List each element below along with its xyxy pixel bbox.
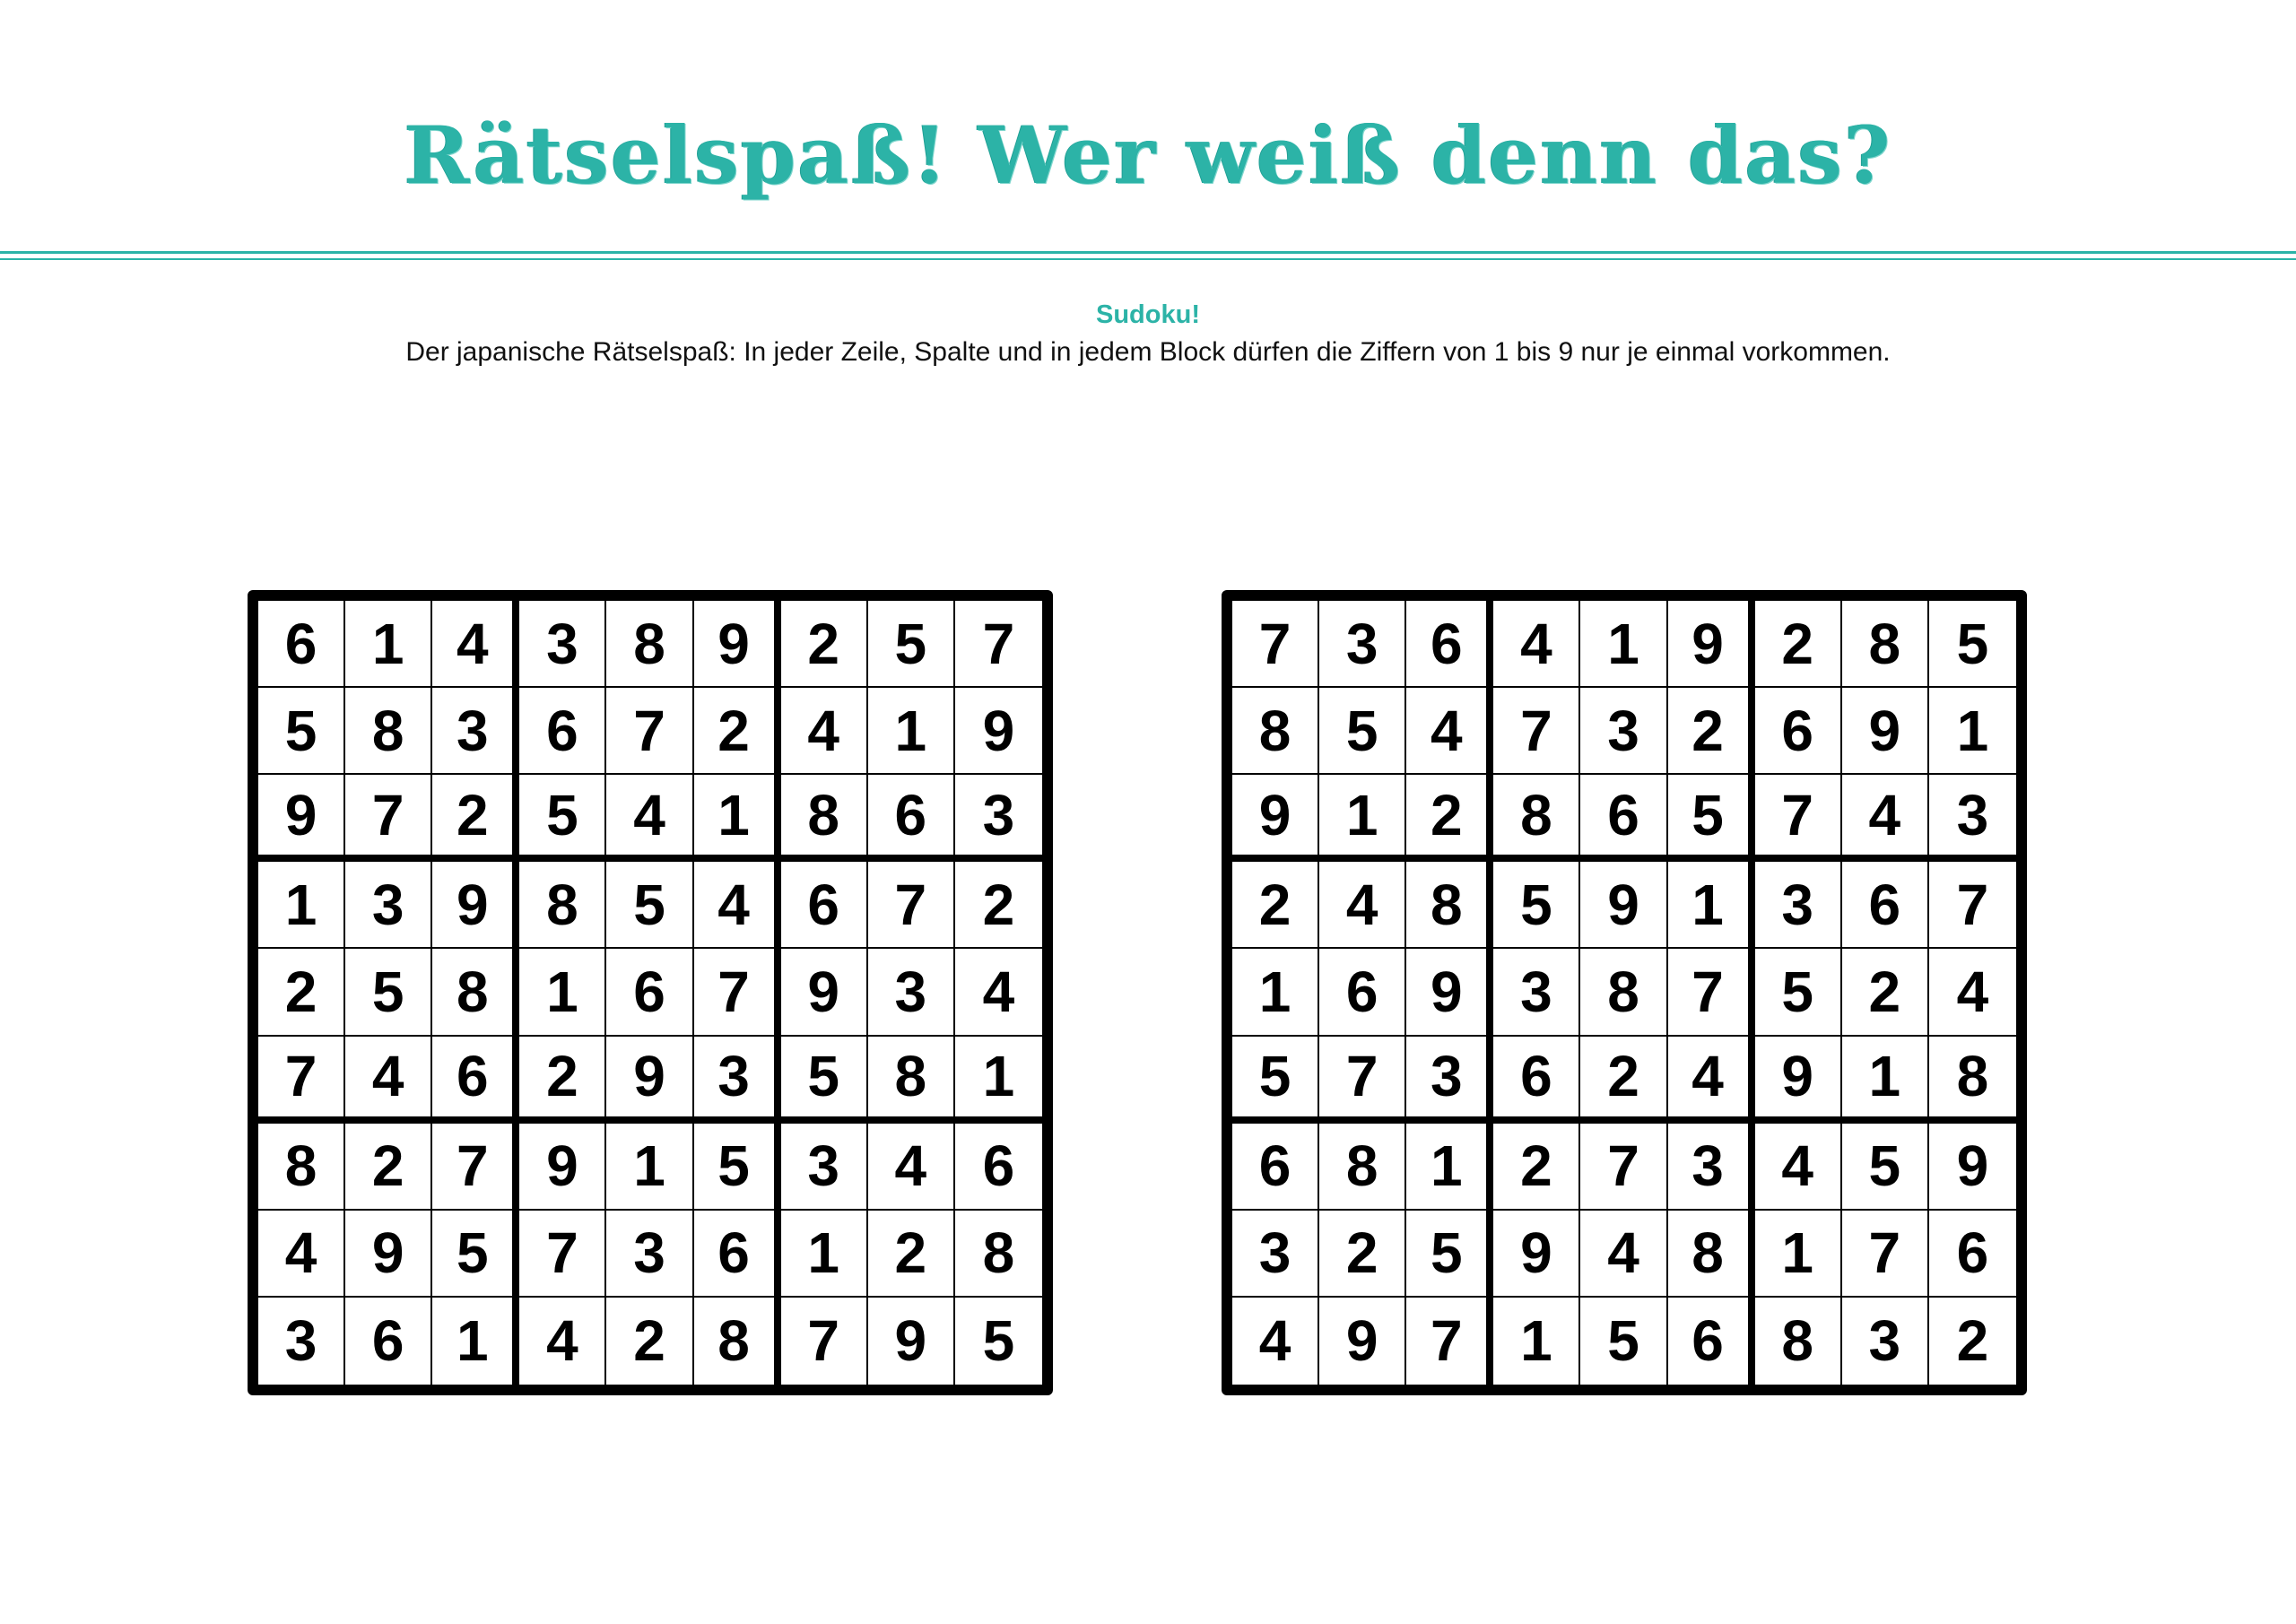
sudoku-cell: 7 [694, 949, 781, 1036]
sudoku-cell: 4 [781, 688, 868, 775]
sudoku-cell: 8 [1319, 1124, 1406, 1211]
sudoku-cell: 2 [258, 949, 345, 1036]
sudoku-cell: 5 [868, 601, 955, 688]
sudoku-cell: 6 [1929, 1211, 2016, 1298]
sudoku-cell: 4 [1755, 1124, 1842, 1211]
sudoku-cell: 6 [1755, 688, 1842, 775]
sudoku-cell: 7 [868, 862, 955, 949]
sudoku-cell: 1 [1406, 1124, 1493, 1211]
sudoku-cell: 3 [432, 688, 519, 775]
sudoku-cell: 7 [1580, 1124, 1667, 1211]
sudoku-cell: 4 [1580, 1211, 1667, 1298]
sudoku-cell: 2 [1842, 949, 1929, 1036]
sudoku-cell: 9 [1668, 601, 1755, 688]
sudoku-cell: 5 [519, 775, 606, 862]
instructions-text: Der japanische Rätselspaß: In jeder Zeile, Spalte und in jedem Block dürfen die Ziffern von 1 bis 9 nur je einmal vorkommen. [405, 337, 1891, 367]
sudoku-cell: 3 [345, 862, 432, 949]
sudoku-cell: 6 [432, 1037, 519, 1124]
sudoku-cell: 7 [519, 1211, 606, 1298]
sudoku-cell: 9 [1929, 1124, 2016, 1211]
sudoku-cell: 3 [955, 775, 1042, 862]
sudoku-cell: 6 [1493, 1037, 1580, 1124]
sudoku-cell: 6 [781, 862, 868, 949]
sudoku-cell: 3 [258, 1298, 345, 1385]
sudoku-cell: 8 [1406, 862, 1493, 949]
sudoku-cell: 3 [1319, 601, 1406, 688]
sudoku-cell: 5 [1406, 1211, 1493, 1298]
sudoku-cell: 7 [781, 1298, 868, 1385]
sudoku-cell: 8 [345, 688, 432, 775]
sudoku-cell: 3 [1580, 688, 1667, 775]
sudoku-cell: 2 [955, 862, 1042, 949]
sudoku-cell: 3 [781, 1124, 868, 1211]
sudoku-cell: 3 [1929, 775, 2016, 862]
sudoku-cell: 2 [519, 1037, 606, 1124]
sudoku-cell: 6 [1406, 601, 1493, 688]
sudoku-cell: 2 [345, 1124, 432, 1211]
sudoku-cell: 1 [258, 862, 345, 949]
sudoku-cell: 7 [955, 601, 1042, 688]
sudoku-cell: 2 [868, 1211, 955, 1298]
sudoku-cell: 2 [1493, 1124, 1580, 1211]
section-heading: Sudoku! [1096, 300, 1200, 329]
sudoku-grid-2 [1222, 590, 2027, 1395]
sudoku-cell: 7 [606, 688, 693, 775]
sudoku-cell: 2 [1406, 775, 1493, 862]
sudoku-cell: 1 [955, 1037, 1042, 1124]
sudoku-cell: 4 [1929, 949, 2016, 1036]
sudoku-cell: 7 [1319, 1037, 1406, 1124]
sudoku-cell: 4 [955, 949, 1042, 1036]
sudoku-cell: 4 [694, 862, 781, 949]
sudoku-cell: 6 [258, 601, 345, 688]
sudoku-cell: 2 [1319, 1211, 1406, 1298]
sudoku-cell: 9 [1580, 862, 1667, 949]
sudoku-cell: 8 [432, 949, 519, 1036]
sudoku-cell: 4 [258, 1211, 345, 1298]
sudoku-cell: 7 [1668, 949, 1755, 1036]
sudoku-cell: 5 [1493, 862, 1580, 949]
sudoku-cell: 9 [1232, 775, 1319, 862]
sudoku-cell: 2 [1956, 1308, 1989, 1374]
sudoku-cell: 6 [1232, 1124, 1319, 1211]
sudoku-cell: 7 [1842, 1211, 1929, 1298]
sudoku-cell: 5 [1580, 1298, 1667, 1385]
sudoku-cell: 9 [519, 1124, 606, 1211]
sudoku-cell: 5 [345, 949, 432, 1036]
sudoku-cell: 8 [1232, 688, 1319, 775]
sudoku-cell: 3 [519, 601, 606, 688]
sudoku-cell: 8 [694, 1298, 781, 1385]
sudoku-cell: 6 [519, 688, 606, 775]
sudoku-cell: 1 [519, 949, 606, 1036]
sudoku-cell: 3 [1232, 1211, 1319, 1298]
sudoku-cell: 1 [1580, 601, 1667, 688]
sudoku-cell: 7 [432, 1124, 519, 1211]
sudoku-cell: 5 [1668, 775, 1755, 862]
sudoku-cell: 6 [1580, 775, 1667, 862]
sudoku-cell: 1 [868, 688, 955, 775]
sudoku-cell: 8 [781, 775, 868, 862]
sudoku-cell: 4 [1842, 775, 1929, 862]
sudoku-cell: 4 [345, 1037, 432, 1124]
sudoku-cell: 4 [432, 601, 519, 688]
sudoku-cell: 2 [694, 688, 781, 775]
sudoku-cell: 3 [1755, 862, 1842, 949]
sudoku-cell: 4 [1232, 1298, 1319, 1385]
sudoku-cell: 9 [345, 1211, 432, 1298]
header-divider-top [0, 251, 2296, 254]
sudoku-cell: 8 [1755, 1298, 1842, 1385]
sudoku-cell: 4 [1319, 862, 1406, 949]
sudoku-cell: 5 [258, 688, 345, 775]
sudoku-cell: 6 [1319, 949, 1406, 1036]
sudoku-cell: 8 [1842, 601, 1929, 688]
sudoku-cell: 9 [606, 1037, 693, 1124]
sudoku-cell: 9 [258, 775, 345, 862]
sudoku-cell: 1 [1755, 1211, 1842, 1298]
sudoku-cell: 9 [694, 601, 781, 688]
sudoku-cell: 7 [1406, 1298, 1493, 1385]
sudoku-cell: 5 [781, 1037, 868, 1124]
sudoku-cell: 2 [432, 775, 519, 862]
sudoku-cell: 4 [519, 1298, 606, 1385]
sudoku-cell: 5 [982, 1308, 1015, 1374]
sudoku-cell: 1 [781, 1211, 868, 1298]
sudoku-cell: 6 [694, 1211, 781, 1298]
sudoku-cell: 7 [345, 775, 432, 862]
sudoku-cell: 7 [1493, 688, 1580, 775]
sudoku-cell: 8 [519, 862, 606, 949]
sudoku-cell: 6 [955, 1124, 1042, 1211]
sudoku-cell: 5 [694, 1124, 781, 1211]
sudoku-cell: 5 [606, 862, 693, 949]
sudoku-cell: 6 [1668, 1298, 1755, 1385]
sudoku-cell: 8 [955, 1211, 1042, 1298]
sudoku-cell: 2 [1580, 1037, 1667, 1124]
sudoku-cell: 9 [1842, 688, 1929, 775]
sudoku-cell: 9 [432, 862, 519, 949]
sudoku-cell: 4 [868, 1124, 955, 1211]
sudoku-cell: 2 [1232, 862, 1319, 949]
sudoku-cell: 1 [432, 1298, 519, 1385]
sudoku-cell: 9 [1755, 1037, 1842, 1124]
sudoku-cell: 7 [1755, 775, 1842, 862]
sudoku-cell: 2 [781, 601, 868, 688]
sudoku-cell: 6 [606, 949, 693, 1036]
sudoku-cell: 1 [606, 1124, 693, 1211]
sudoku-cell: 9 [781, 949, 868, 1036]
sudoku-cell: 8 [1929, 1037, 2016, 1124]
sudoku-cell: 1 [1493, 1298, 1580, 1385]
sudoku-cell: 8 [1493, 775, 1580, 862]
sudoku-cell: 2 [1755, 601, 1842, 688]
sudoku-cell: 5 [1232, 1037, 1319, 1124]
sudoku-cell: 4 [1406, 688, 1493, 775]
sudoku-cell: 7 [258, 1037, 345, 1124]
sudoku-cell: 3 [1406, 1037, 1493, 1124]
sudoku-cell: 8 [868, 1037, 955, 1124]
sudoku-cell: 4 [1668, 1037, 1755, 1124]
sudoku-cell: 6 [345, 1298, 432, 1385]
sudoku-cell: 5 [1929, 601, 2016, 688]
sudoku-cell: 9 [955, 688, 1042, 775]
sudoku-cell: 1 [694, 775, 781, 862]
sudoku-cell: 3 [868, 949, 955, 1036]
sudoku-cell: 9 [868, 1298, 955, 1385]
sudoku-cell: 1 [1232, 949, 1319, 1036]
sudoku-cell: 1 [1668, 862, 1755, 949]
sudoku-cell: 3 [1668, 1124, 1755, 1211]
sudoku-cell: 9 [1319, 1298, 1406, 1385]
sudoku-cell: 8 [1668, 1211, 1755, 1298]
sudoku-cell: 3 [1842, 1298, 1929, 1385]
sudoku-cell: 5 [1755, 949, 1842, 1036]
sudoku-cell: 2 [1668, 688, 1755, 775]
sudoku-cell: 4 [1493, 601, 1580, 688]
sudoku-cell: 5 [432, 1211, 519, 1298]
page-title: Rätselspaß! Wer weiß denn das? [404, 109, 1892, 202]
sudoku-cell: 1 [1929, 688, 2016, 775]
sudoku-cell: 6 [868, 775, 955, 862]
sudoku-cell: 7 [1929, 862, 2016, 949]
sudoku-grid-1 [248, 590, 1053, 1395]
sudoku-cell: 8 [606, 601, 693, 688]
sudoku-cell: 3 [606, 1211, 693, 1298]
sudoku-cell: 7 [1232, 601, 1319, 688]
sudoku-cell: 5 [1842, 1124, 1929, 1211]
sudoku-cell: 3 [694, 1037, 781, 1124]
sudoku-cell: 8 [1580, 949, 1667, 1036]
sudoku-cell: 1 [1319, 775, 1406, 862]
sudoku-cell: 1 [345, 601, 432, 688]
sudoku-cell: 9 [1406, 949, 1493, 1036]
sudoku-cell: 4 [606, 775, 693, 862]
sudoku-cell: 2 [606, 1298, 693, 1385]
sudoku-cell: 3 [1493, 949, 1580, 1036]
sudoku-cell: 1 [1842, 1037, 1929, 1124]
sudoku-cell: 8 [258, 1124, 345, 1211]
header-divider-bottom [0, 258, 2296, 260]
sudoku-cell: 9 [1493, 1211, 1580, 1298]
sudoku-cell: 5 [1319, 688, 1406, 775]
sudoku-cell: 6 [1842, 862, 1929, 949]
